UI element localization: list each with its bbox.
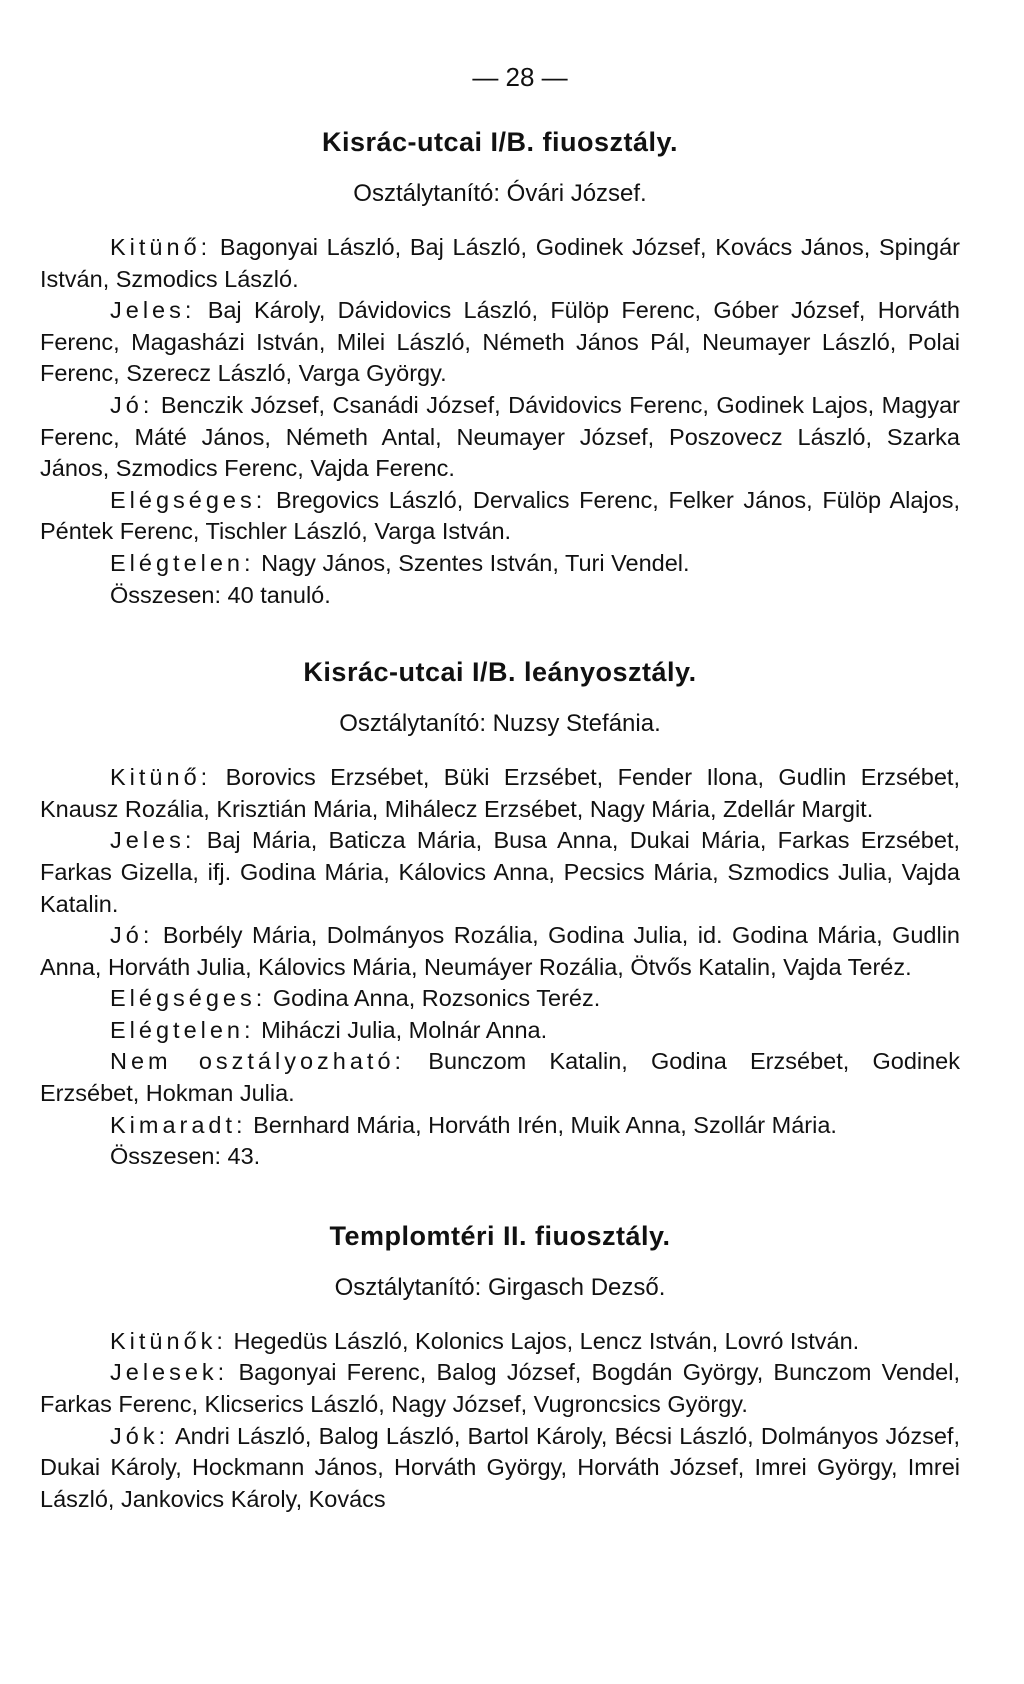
grade-label: Kitünő:	[110, 764, 212, 791]
grade-label: Jeles:	[110, 827, 196, 854]
grade-group	[40, 548, 960, 580]
student-names: Bagonyai László, Baj László, Godinek József, Kovács János, Spingár István, Szmodics László.	[40, 234, 961, 292]
student-names: Godina Anna, Rozsonics Teréz.	[272, 985, 601, 1012]
grade-group	[40, 295, 960, 390]
student-names: Baj Mária, Baticza Mária, Busa Anna, Dukai Mária, Farkas Erzsébet, Farkas Gizella, ifj. Godina Mária, Kálovics Anna, Pecsics Mária, Szmodics Julia, Vajda Katalin.	[40, 827, 961, 917]
grade-group	[40, 762, 960, 825]
grade-label: Elégtelen:	[110, 549, 255, 576]
grade-group	[40, 1357, 960, 1420]
grade-group	[40, 1046, 960, 1109]
grade-label: Kitünők:	[110, 1327, 227, 1354]
grade-group	[40, 390, 960, 485]
section-kisrac-fiu	[40, 127, 960, 611]
student-names: Bernhard Mária, Horváth Irén, Muik Anna, Szollár Mária.	[253, 1111, 837, 1138]
grade-group	[40, 232, 960, 295]
grade-label: Jelesek:	[110, 1359, 229, 1386]
grade-label: Jeles:	[110, 297, 196, 324]
class-teacher: Osztálytanító: Girgasch Dezső.	[334, 1273, 666, 1301]
class-teacher: Osztálytanító: Nuzsy Stefánia.	[339, 710, 661, 738]
section-title: Kisrác-utcai I/B. fiuosztály.	[321, 127, 679, 157]
student-names: Andri László, Balog László, Bartol Károly, Bécsi László, Dolmányos József, Dukai Károly, Hockmann János, Horváth György, Horváth József, Imrei György, Imrei László, Jankovics Károly, Kovács	[40, 1422, 960, 1512]
grade-group	[40, 983, 960, 1015]
document-page	[40, 62, 960, 1515]
student-names: Bagonyai Ferenc, Balog József, Bogdán György, Bunczom Vendel, Farkas Ferenc, Klicserics László, Nagy József, Vugroncsics György.	[40, 1359, 960, 1418]
grade-label: Nem osztályozható:	[110, 1048, 406, 1075]
section-title: Kisrác-utcai I/B. leányosztály.	[303, 657, 697, 688]
grade-label: Kimaradt:	[110, 1111, 247, 1138]
grade-group	[40, 485, 960, 548]
grade-label: Elégséges:	[110, 486, 267, 513]
student-names: Nagy János, Szentes István, Turi Vendel.	[261, 549, 690, 576]
class-total: Összesen: 43.	[110, 1143, 261, 1170]
grade-label: Jó:	[110, 391, 154, 418]
grade-label: Elégtelen:	[110, 1016, 255, 1043]
section-kisrac-leany	[40, 657, 960, 1173]
student-names: Baj Károly, Dávidovics László, Fülöp Ferenc, Góber József, Horváth Ferenc, Magasházi István, Milei László, Németh János Pál, Neumayer László, Polai Ferenc, Szerecz László, Varga György.	[40, 297, 960, 387]
student-names: Bunczom Katalin, Godina Erzsébet, Godinek Erzsébet, Hokman Julia.	[40, 1048, 960, 1107]
grade-label: Jók:	[110, 1422, 170, 1449]
grade-label: Kitünő:	[110, 234, 212, 260]
grade-group	[40, 825, 960, 920]
student-names: Borbély Mária, Dolmányos Rozália, Godina Julia, id. Godina Mária, Gudlin Anna, Horváth Julia, Kálovics Mária, Neumáyer Rozália, Ötvős Katalin, Vajda Teréz.	[40, 922, 961, 980]
student-names: Bregovics László, Dervalics Ferenc, Felker János, Fülöp Alajos, Péntek Ferenc, Tischler László, Varga István.	[40, 486, 960, 545]
grade-group	[40, 1110, 960, 1142]
grade-group	[40, 1326, 960, 1358]
grade-group	[40, 1421, 960, 1516]
section-title: Templomtéri II. fiuosztály.	[329, 1220, 671, 1251]
class-teacher: Osztálytanító: Óvári József.	[353, 180, 647, 207]
student-names: Borovics Erzsébet, Büki Erzsébet, Fender Ilona, Gudlin Erzsébet, Knausz Rozália, Krisztián Mária, Mihálecz Erzsébet, Nagy Mária, Zdellár Margit.	[40, 764, 960, 822]
section-templomteri-fiu	[40, 1221, 960, 1516]
grade-label: Elégséges:	[110, 985, 267, 1012]
grade-group	[40, 920, 960, 983]
grade-label: Jó:	[110, 922, 154, 949]
grade-group	[40, 1015, 960, 1047]
student-names: Benczik József, Csanádi József, Dávidovics Ferenc, Godinek Lajos, Magyar Ferenc, Máté János, Németh Antal, Neumayer József, Poszovecz László, Szarka János, Szmodics Ferenc, Vajda Ferenc.	[40, 391, 960, 482]
page-number: — 28 —	[472, 62, 568, 92]
student-names: Miháczi Julia, Molnár Anna.	[261, 1016, 548, 1043]
student-names: Hegedüs László, Kolonics Lajos, Lencz István, Lovró István.	[233, 1327, 860, 1354]
class-total: Összesen: 40 tanuló.	[110, 581, 331, 608]
